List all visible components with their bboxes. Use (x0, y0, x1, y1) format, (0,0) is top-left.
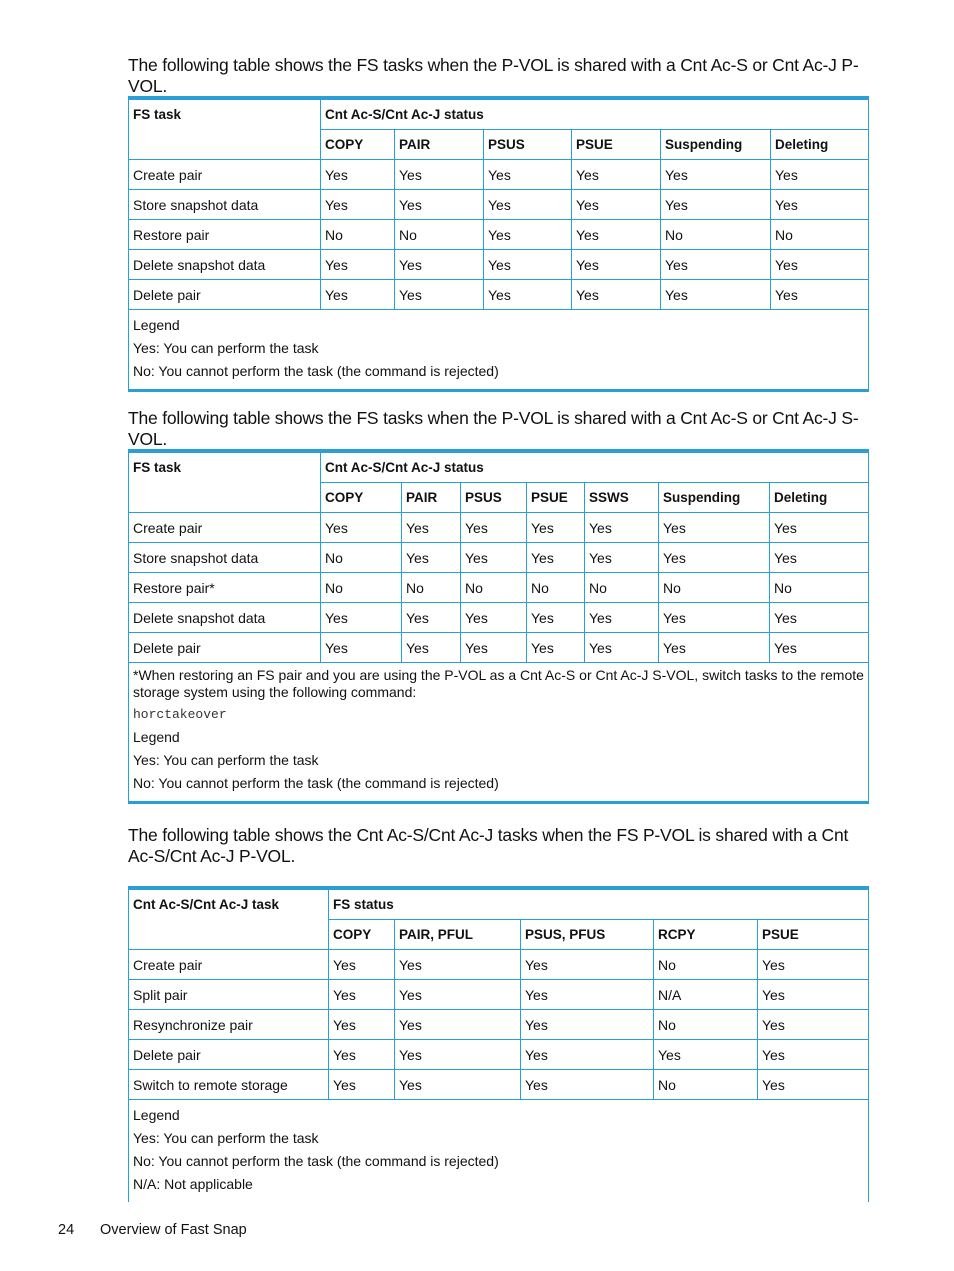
status-cell: Yes (329, 1010, 395, 1040)
table-row (129, 513, 869, 543)
status-cell: No (654, 1010, 758, 1040)
status-column-header: PSUS (484, 130, 572, 160)
status-cell: Yes (321, 633, 402, 663)
status-column-header: Suspending (661, 130, 771, 160)
status-column-header: PSUS (461, 483, 527, 513)
task-column-header: FS task (129, 98, 321, 160)
status-cell: Yes (321, 160, 395, 190)
status-column-header: PSUE (572, 130, 661, 160)
table1-intro: The following table shows the FS tasks when the P-VOL is shared with a Cnt Ac-S or Cnt Ac-J P-VOL. (128, 55, 859, 96)
status-column-header: Suspending (659, 483, 770, 513)
legend-title: Legend (133, 1107, 180, 1123)
status-cell: Yes (321, 603, 402, 633)
task-cell: Switch to remote storage (129, 1070, 329, 1100)
legend-item: Yes: You can perform the task (133, 752, 319, 768)
status-cell: No (770, 573, 869, 603)
status-cell: Yes (402, 543, 461, 573)
task-column-header: FS task (129, 451, 321, 513)
status-cell: No (461, 573, 527, 603)
status-cell: Yes (585, 543, 659, 573)
status-cell: Yes (527, 513, 585, 543)
task-cell: Delete pair (129, 1040, 329, 1070)
status-cell: No (654, 1070, 758, 1100)
legend-row (129, 1100, 869, 1203)
legend-item: No: You cannot perform the task (the command is rejected) (133, 1153, 499, 1169)
status-cell: Yes (661, 190, 771, 220)
status-column-header: COPY (329, 920, 395, 950)
status-cell: Yes (521, 1010, 654, 1040)
status-cell: Yes (521, 1070, 654, 1100)
task-cell: Store snapshot data (129, 543, 321, 573)
status-cell: Yes (395, 980, 521, 1010)
status-cell: Yes (329, 1070, 395, 1100)
legend-item: No: You cannot perform the task (the command is rejected) (133, 775, 499, 791)
table-row (129, 573, 869, 603)
status-column-header: PSUE (758, 920, 869, 950)
status-column-header: PAIR (395, 130, 484, 160)
status-cell: Yes (321, 280, 395, 310)
status-column-header: PAIR, PFUL (395, 920, 521, 950)
fs-tasks-pvol-table (128, 96, 869, 392)
status-cell: Yes (758, 1010, 869, 1040)
legend-item: N/A: Not applicable (133, 1176, 253, 1192)
status-cell: Yes (402, 633, 461, 663)
table-row (129, 250, 869, 280)
status-cell: Yes (661, 280, 771, 310)
legend-item: Yes: You can perform the task (133, 1130, 319, 1146)
status-cell: Yes (585, 603, 659, 633)
status-cell: No (395, 220, 484, 250)
status-cell: No (771, 220, 869, 250)
status-cell: No (585, 573, 659, 603)
status-cell: Yes (484, 250, 572, 280)
status-cell: Yes (321, 250, 395, 280)
status-cell: Yes (395, 280, 484, 310)
task-cell: Delete snapshot data (129, 603, 321, 633)
status-cell: Yes (527, 633, 585, 663)
status-cell: Yes (572, 250, 661, 280)
status-cell: Yes (395, 1070, 521, 1100)
status-cell: Yes (461, 543, 527, 573)
status-cell: Yes (461, 513, 527, 543)
status-cell: Yes (770, 603, 869, 633)
status-cell: No (527, 573, 585, 603)
status-cell: Yes (572, 190, 661, 220)
status-cell: Yes (661, 160, 771, 190)
table2-intro: The following table shows the FS tasks when the P-VOL is shared with a Cnt Ac-S or Cnt Ac-J S-VOL. (128, 408, 859, 449)
legend-cell (129, 663, 869, 803)
legend-item: Yes: You can perform the task (133, 340, 319, 356)
task-cell: Delete pair (129, 280, 321, 310)
status-column-header: RCPY (654, 920, 758, 950)
task-cell: Delete pair (129, 633, 321, 663)
status-cell: Yes (572, 160, 661, 190)
table-row (129, 220, 869, 250)
status-cell: Yes (585, 513, 659, 543)
table-row (129, 603, 869, 633)
status-column-header: Deleting (770, 483, 869, 513)
status-cell: No (402, 573, 461, 603)
table-row (129, 1040, 869, 1070)
page-number: 24 (58, 1222, 75, 1238)
status-cell: No (321, 543, 402, 573)
status-cell: No (654, 950, 758, 980)
legend-item: No: You cannot perform the task (the command is rejected) (133, 363, 499, 379)
status-cell: Yes (659, 513, 770, 543)
status-cell: Yes (329, 980, 395, 1010)
status-group-header: FS status (329, 888, 869, 920)
table-row (129, 1010, 869, 1040)
task-cell: Create pair (129, 513, 321, 543)
status-cell: Yes (659, 543, 770, 573)
task-column-header: Cnt Ac-S/Cnt Ac-J task (129, 888, 329, 950)
status-column-header: PSUS, PFUS (521, 920, 654, 950)
task-cell: Restore pair (129, 220, 321, 250)
status-cell: Yes (770, 543, 869, 573)
status-cell: Yes (771, 190, 869, 220)
status-cell: Yes (321, 190, 395, 220)
status-cell: Yes (461, 603, 527, 633)
header-row (129, 98, 869, 130)
status-column-header: PSUE (527, 483, 585, 513)
status-cell: Yes (329, 950, 395, 980)
table-row (129, 980, 869, 1010)
command-text: horctakeover (133, 707, 227, 722)
status-cell: Yes (521, 950, 654, 980)
status-cell: Yes (771, 250, 869, 280)
table-row (129, 280, 869, 310)
table-row (129, 633, 869, 663)
status-column-header: SSWS (585, 483, 659, 513)
task-cell: Create pair (129, 950, 329, 980)
status-cell: Yes (770, 513, 869, 543)
table-row (129, 190, 869, 220)
task-cell: Resynchronize pair (129, 1010, 329, 1040)
status-cell: No (321, 573, 402, 603)
header-row (129, 888, 869, 920)
footer-section-title: Overview of Fast Snap (100, 1222, 247, 1238)
status-cell: Yes (572, 220, 661, 250)
status-cell: Yes (461, 633, 527, 663)
table3-intro: The following table shows the Cnt Ac-S/Cnt Ac-J tasks when the FS P-VOL is shared with a Cnt Ac-S/Cnt Ac-J P-VOL. (128, 825, 849, 866)
status-column-header: COPY (321, 130, 395, 160)
task-cell: Split pair (129, 980, 329, 1010)
status-cell: Yes (758, 1070, 869, 1100)
status-cell: No (321, 220, 395, 250)
status-cell: Yes (395, 1010, 521, 1040)
status-cell: Yes (329, 1040, 395, 1070)
header-row (129, 451, 869, 483)
status-cell: Yes (484, 190, 572, 220)
status-cell: Yes (771, 280, 869, 310)
status-cell: Yes (395, 190, 484, 220)
footnote: *When restoring an FS pair and you are using the P-VOL as a Cnt Ac-S or Cnt Ac-J S-VOL, switch tasks to the remote storage system using the following command: (133, 667, 864, 700)
status-group-header: Cnt Ac-S/Cnt Ac-J status (321, 98, 869, 130)
status-cell: Yes (527, 603, 585, 633)
status-cell: Yes (521, 980, 654, 1010)
status-cell: Yes (484, 280, 572, 310)
status-cell: Yes (758, 1040, 869, 1070)
status-column-header: Deleting (771, 130, 869, 160)
status-cell: Yes (395, 1040, 521, 1070)
fs-tasks-svol-table (128, 449, 869, 804)
status-cell: Yes (395, 160, 484, 190)
status-cell: Yes (402, 603, 461, 633)
table-row (129, 160, 869, 190)
status-cell: Yes (484, 220, 572, 250)
status-column-header: PAIR (402, 483, 461, 513)
status-cell: Yes (321, 513, 402, 543)
status-cell: Yes (521, 1040, 654, 1070)
cnt-tasks-fs-pvol-table (128, 886, 869, 1202)
status-cell: Yes (572, 280, 661, 310)
task-cell: Store snapshot data (129, 190, 321, 220)
table-row (129, 950, 869, 980)
status-column-header: COPY (321, 483, 402, 513)
task-cell: Restore pair* (129, 573, 321, 603)
status-cell: Yes (771, 160, 869, 190)
status-cell: Yes (402, 513, 461, 543)
legend-title: Legend (133, 729, 180, 745)
status-cell: No (661, 220, 771, 250)
status-cell: Yes (484, 160, 572, 190)
status-cell: Yes (659, 603, 770, 633)
status-cell: Yes (758, 980, 869, 1010)
legend-row (129, 310, 869, 391)
status-cell: No (659, 573, 770, 603)
status-cell: Yes (654, 1040, 758, 1070)
status-cell: Yes (770, 633, 869, 663)
status-cell: Yes (395, 950, 521, 980)
legend-cell (129, 1100, 869, 1203)
table-row (129, 1070, 869, 1100)
status-cell: N/A (654, 980, 758, 1010)
task-cell: Delete snapshot data (129, 250, 321, 280)
status-cell: Yes (758, 950, 869, 980)
legend-title: Legend (133, 317, 180, 333)
status-cell: Yes (585, 633, 659, 663)
page-footer (58, 1222, 247, 1238)
status-cell: Yes (661, 250, 771, 280)
status-cell: Yes (659, 633, 770, 663)
legend-row (129, 663, 869, 803)
status-cell: Yes (395, 250, 484, 280)
status-cell: Yes (527, 543, 585, 573)
status-group-header: Cnt Ac-S/Cnt Ac-J status (321, 451, 869, 483)
legend-cell (129, 310, 869, 391)
task-cell: Create pair (129, 160, 321, 190)
table-row (129, 543, 869, 573)
